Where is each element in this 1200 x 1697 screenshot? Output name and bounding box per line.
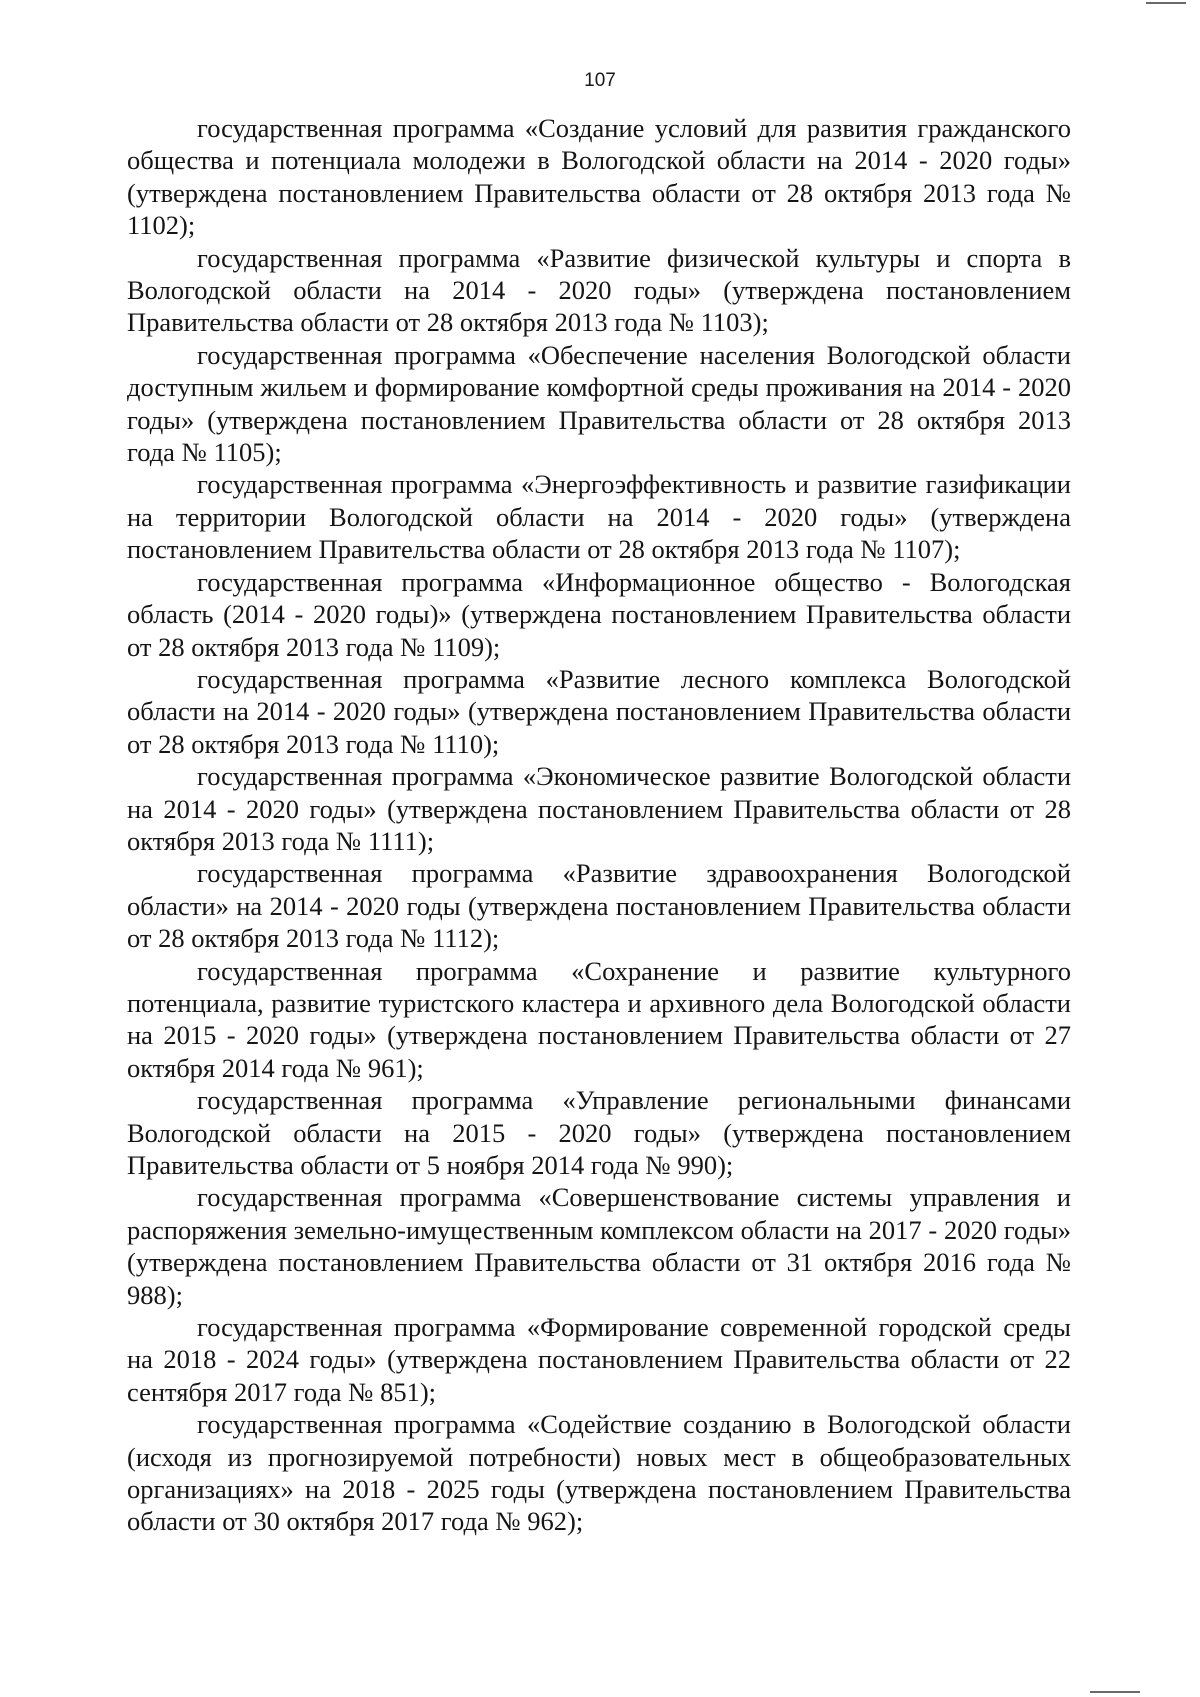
program-paragraph: государственная программа «Сохранение и развитие культурного потенциала, развитие туристского кластера и архивного дела Вологодской области на 2015 - 2020 годы» (утверждена постановлением Правительства области от 27 октября 2014 года № 961); — [127, 955, 1071, 1083]
page-number: 107 — [584, 70, 616, 91]
program-paragraph: государственная программа «Создание условий для развития гражданского общества и потенциала молодежи в Вологодской области на 2014 - 2020 годы» (утверждена постановлением Правительства области от 28 октября 2013 года № 1102); — [127, 113, 1071, 241]
program-paragraph: государственная программа «Обеспечение населения Вологодской области доступным жильем и формирование комфортной среды проживания на 2014 - 2020 годы» (утверждена постановлением Правительства области от 28 октября 2013 года № 1105); — [127, 339, 1071, 468]
program-paragraph: государственная программа «Развитие лесного комплекса Вологодской области на 2014 - 2020 годы» (утверждена постановлением Правительства области от 28 октября 2013 года № 1110); — [127, 663, 1071, 759]
program-paragraph: государственная программа «Управление региональными финансами Вологодской области на 2015 - 2020 годы» (утверждена постановлением Правительства области от 5 ноября 2014 года № 990); — [127, 1085, 1071, 1180]
program-paragraph: государственная программа «Энергоэффективность и развитие газификации на территории Вологодской области на 2014 - 2020 годы» (утверждена постановлением Правительства области от 28 октября 2013 года № 1107); — [127, 469, 1071, 565]
program-paragraph: государственная программа «Формирование современной городской среды на 2018 - 2024 годы» (утверждена постановлением Правительства области от 22 сентября 2017 года № 851); — [127, 1312, 1071, 1407]
program-paragraph: государственная программа «Экономическое развитие Вологодской области на 2014 - 2020 годы» (утверждена постановлением Правительства области от 28 октября 2013 года № 1111); — [127, 761, 1071, 856]
document-body — [127, 112, 1071, 1538]
scan-artifact — [1146, 2, 1186, 4]
program-paragraph: государственная программа «Информационное общество - Вологодская область (2014 - 2020 годы)» (утверждена постановлением Правительства области от 28 октября 2013 года № 1109); — [127, 566, 1071, 662]
program-paragraph: государственная программа «Совершенствование системы управления и распоряжения земельно-имущественным комплексом области на 2017 - 2020 годы» (утверждена постановлением Правительства области от 31 октября 2016 года № 988); — [127, 1182, 1071, 1310]
program-paragraph: государственная программа «Развитие здравоохранения Вологодской области» на 2014 - 2020 годы (утверждена постановлением Правительства области от 28 октября 2013 года № 1112); — [127, 858, 1071, 954]
program-paragraph: государственная программа «Содействие созданию в Вологодской области (исходя из прогнозируемой потребности) новых мест в общеобразовательных организациях» на 2018 - 2025 годы (утверждена постановлением Правительства области от 30 октября 2017 года № 962); — [127, 1409, 1071, 1537]
scan-artifact — [1090, 1691, 1140, 1693]
program-paragraph: государственная программа «Развитие физической культуры и спорта в Вологодской области на 2014 - 2020 годы» (утверждена постановлением Правительства области от 28 октября 2013 года № 1103); — [127, 242, 1071, 338]
